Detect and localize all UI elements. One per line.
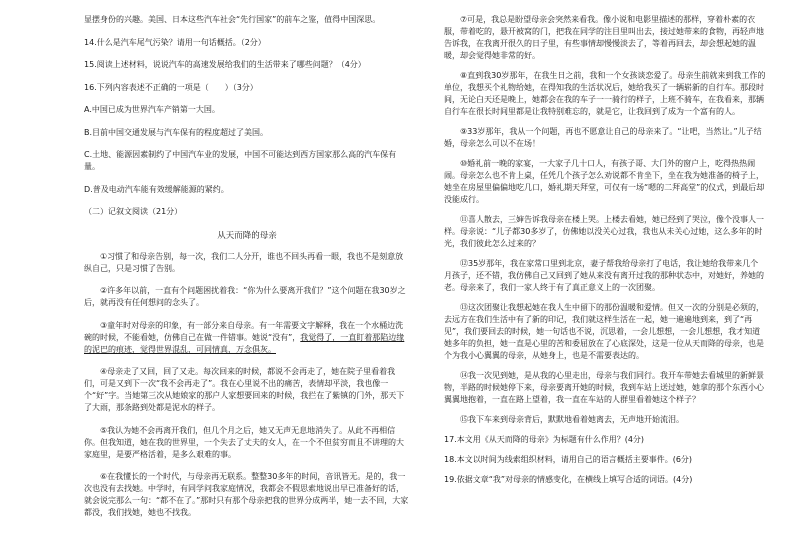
story-paragraph-13: ⑬这次团聚让我想起她在我人生中留下的那份温暖和爱情。但又一次的分别是必须的，去远方在我们生活中有了新的印记，我们就这样生活在一起，她一遍遍地到来，到了“再见”，我们要回去的时候，她一句话也不说，沉思着，一会儿想想，一会儿想想，我才知道她多年的负担，她一直是心里的苦和委屈放在了心底深处，这是一位从天而降的母亲，也是个为我小心翼翼的母亲，从她身上，也是不需要表达的。: [444, 303, 764, 360]
story-paragraph-4: ④母亲走了又回，回了又走。每次回来的时候，都说不会再走了，她在院子里看着我们，可是又到下一次“我不会再走了”。我在心里说不出的痛苦，表情却平淡，我也像一个“好”字。当她第三次从她娘家的那户人家想要回来的时候，我拦在了紫镇的门外，那天下了大雨，那条路到处都是泥水的样子。: [84, 367, 405, 412]
story-paragraph-9: ⑨33岁那年，我从一个问题，再也不愿意让自己的母亲来了。“让吧，当然让。”儿子结婚，母亲怎么可以不在场！: [444, 127, 762, 148]
story-paragraph-2: ②许多年以前，一直有个问题困扰着我：“你为什么要离开我们？”这个问题在我30岁之后，就再没有任何想问的念头了。: [84, 286, 406, 307]
story-paragraph-1: ①习惯了和母亲告别，每一次，我们二人分开，谁也不回头再看一眼，我也不是刻意放纵自己，只是习惯了告别。: [84, 251, 404, 273]
option-c: C.土地、能源因素制约了中国汽车业的发展，中国不可能达到西方国家那么高的汽车保有量。: [84, 150, 397, 171]
option-a: A.中国已成为世界汽车产销第一大国。: [84, 105, 220, 114]
paragraph-3-text: ③童年时对母亲的印象，有一部分来自母亲。有一年需要文字解释，我在一个水桶边洗碗的时候，不能看她，仿佛自己在做一件错事。她说“没有”，: [84, 320, 404, 342]
option-b: B.目前中国交通发展与汽车保有的程度超过了美国。: [84, 127, 269, 137]
story-paragraph-6: ⑥在我懂长的一个时代，与母亲再无联系。整整30多年的时间，音讯皆无。是的，我一次也没有去找她。中学时，有同学问我家庭情况，我都会不假思索地说出早已准备好的话，就会说完那么一句：“都不在了。”那时只有那个母亲把我的世界分成两半，她一去不回，大家都没，我们找她，她也不找我。: [84, 472, 409, 517]
story-paragraph-10: ⑩婚礼前一晚的家宴，一大家子几十口人，有孩子哥、大门外的窗户上，吃得热热闹闹。母亲怎么也不肯上桌，任凭几个孩子怎么劝说都不肯坐下，坐在我为她准备的椅子上，她坐在房屋里偏偏地吃几口，婚礼期天拜堂，可仅有一场“嗯的二拜高堂”的仪式，到最后却没能成行。: [444, 159, 765, 204]
story-paragraph-14: ⑭我一次见到她，是从我的心里走出，母亲与我们同行。我开车带她去看城里的新鲜景物，半路的时候她停下来，母亲要离开她的时候，我到车站上送过她，她拿的那个东西小心翼翼地抱着，一直在路上望着，我一直在车站的人群里看着她这个样子？: [444, 371, 764, 404]
story-paragraph-7: ⑦可是，我总是盼望母亲会突然来看我。像小说和电影里描述的那样，穿着朴素的衣服，带着吃的，悬开被窝的门，把我在同学的注目里叫出去，接过她带来的食物，再轻声地告诉我，在我离开很久的日子里，有些事情却慢慢淡去了，等着再回去，却会想起她的温暖，却会觉得她非常的好。: [444, 15, 764, 60]
right-column: [444, 14, 766, 494]
question-17: 17.本文用《从天而降的母亲》为标题有什么作用？(4分): [444, 435, 645, 444]
section-heading: （二）记叙文阅读（21分）: [84, 207, 183, 216]
story-paragraph-8: ⑧直到我30岁那年，在我生日之前，我和一个女孩谈恋爱了。母亲生前就来到我工作的单位，我想买个礼物给她，在得知我的生活状况后，她给我买了一辆崭新的自行车。那段时间，无论白天还是晚上，她都会在我的车子一一骑行的样子，上班不骑车，在我看来，那辆自行车在很长时间里都是让我特别难忘的，就是它，让我回到了成为一个富有的人。: [444, 71, 766, 116]
left-column: [84, 14, 410, 530]
story-paragraph-12: ⑫35岁那年，我在家常口里到北京，妻子帮我给母亲打了电话，我让她给我带来几个月孩子，还不错，我仿佛自己又回到了她从来没有离开过我的那种状态中，对她好，养她的老。母亲来了，我们一家人终于有了真正意义上的一次团聚。: [444, 259, 764, 292]
paragraph-intro: 显摆身份的兴趣。美国、日本这些汽车社会“先行国家”的前车之鉴，值得中国深思。: [84, 15, 381, 24]
question-15: 15.阅读上述材料，说说汽车的高速发展给我们的生活带来了哪些问题？（4分）: [84, 60, 366, 69]
story-paragraph-5: ⑤我认为她不会再离开我们，但几个月之后，她又无声无息地消失了。从此不再相信你。但我知道，她在我的世界里，一个失去了丈夫的女人，在一个不但贫穷而且不讲理的大家庭里，是要严格活着，是多么艰难的事。: [84, 425, 404, 459]
option-d: D.普及电动汽车能有效缓解能源的紧约。: [84, 184, 229, 194]
question-14: 14.什么是汽车尾气污染？请用一句话概括。（2分）: [84, 37, 266, 47]
question-18: 18.本文以时间为线索组织材料，请用自己的语言概括主要事件。(6分): [444, 455, 693, 464]
story-paragraph-3: [84, 320, 410, 356]
question-16: 16.下列内容表述不正确的一项是（ ）（3分）: [84, 82, 258, 92]
story-title: 从天而降的母亲: [217, 230, 277, 241]
underlined-sentence: 我觉得了，一直盯着那陷边缘的泥巴的痕迹，觉得世界混乱，可同情真，万念俱灰。: [84, 332, 405, 354]
story-paragraph-15: ⑮我下车来到母亲背后，默默地看着她离去，无声地开始流泪。: [460, 415, 684, 424]
question-19: 19.依据文章“我”对母亲的情感变化，在横线上填写合适的词语。(4分): [444, 475, 693, 484]
story-paragraph-11: ⑪喜人散去，三婶告诉我母亲在楼上哭。上楼去看她，她已经到了哭泣，像个没事人一样。母亲说：“儿子都30多岁了，仿佛她以没关心过我，我也从未关心过她，这么多年的时光，我们彼此怎么过来的？: [444, 215, 764, 248]
